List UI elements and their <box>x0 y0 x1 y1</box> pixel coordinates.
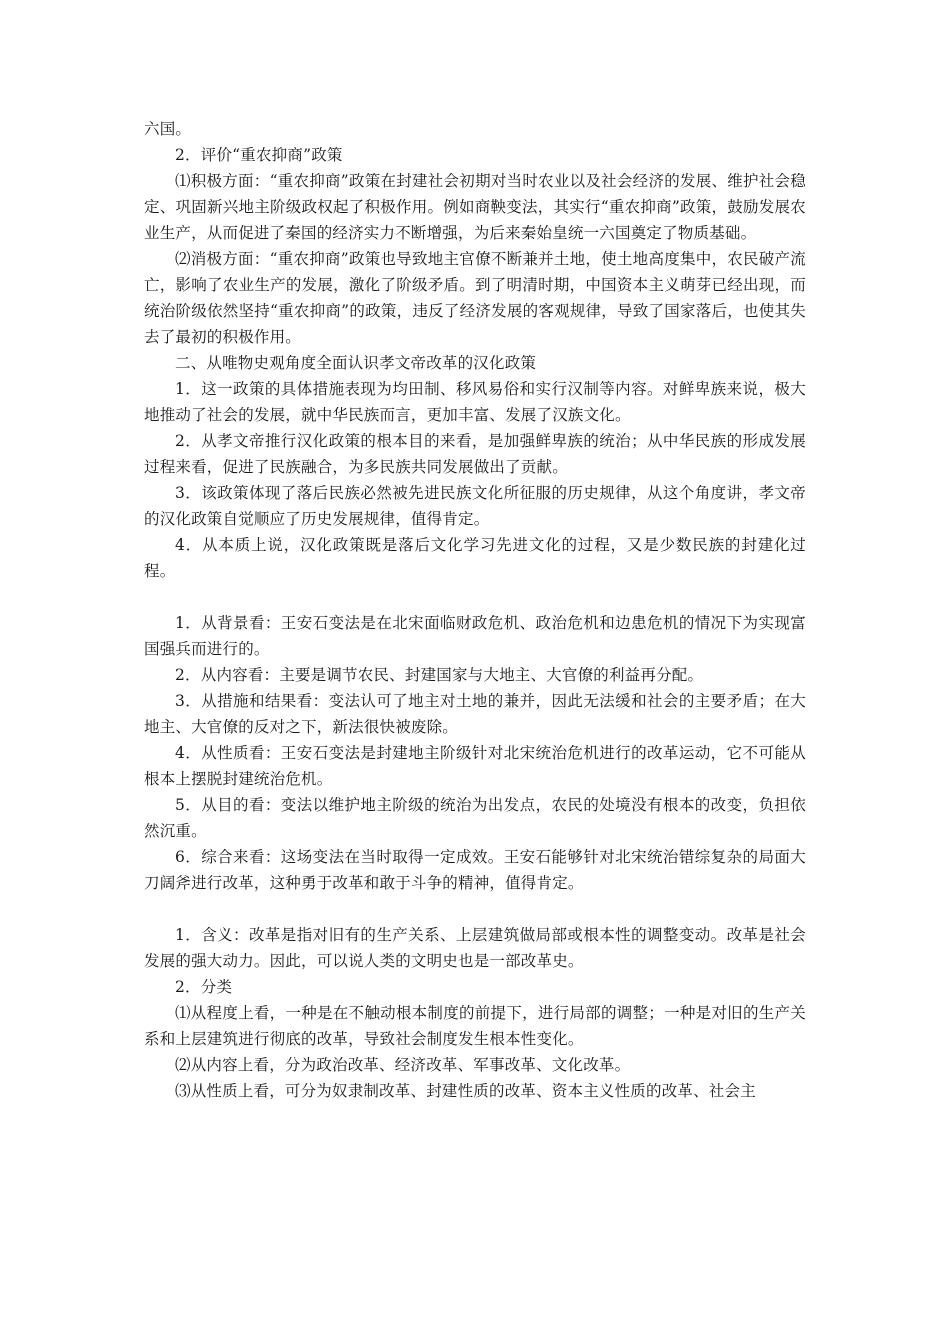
section-gap <box>144 584 806 610</box>
paragraph: 1．这一政策的具体措施表现为均田制、移风易俗和实行汉制等内容。对鲜卑族来说，极大地推动了社会的发展，就中华民族而言，更加丰富、发展了汉族文化。 <box>144 380 806 424</box>
paragraph: 2．从孝文帝推行汉化政策的根本目的来看，是加强鲜卑族的统治；从中华民族的形成发展过程来看，促进了民族融合，为多民族共同发展做出了贡献。 <box>144 432 806 476</box>
paragraph: ⑴从程度上看，一种是在不触动根本制度的前提下，进行局部的调整；一种是对旧的生产关系和上层建筑进行彻底的改革，导致社会制度发生根本性变化。 <box>144 1004 806 1048</box>
paragraph: 3．该政策体现了落后民族必然被先进民族文化所征服的历史规律，从这个角度讲，孝文帝的汉化政策自觉顺应了历史发展规律，值得肯定。 <box>144 484 806 528</box>
paragraph: 3．从措施和结果看：变法认可了地主对土地的兼并，因此无法缓和社会的主要矛盾；在大地主、大官僚的反对之下，新法很快被废除。 <box>144 692 806 736</box>
paragraph: ⑵从内容上看，分为政治改革、经济改革、军事改革、文化改革。 <box>175 1056 631 1074</box>
paragraph: ⑶从性质上看，可分为奴隶制改革、封建性质的改革、资本主义性质的改革、社会主 <box>175 1082 756 1100</box>
paragraph: 2．分类 <box>175 978 233 996</box>
paragraph: 2．从内容看：主要是调节农民、封建国家与大地主、大官僚的利益再分配。 <box>175 666 704 684</box>
paragraph: ⑵消极方面：“重农抑商”政策也导致地主官僚不断兼并土地，使土地高度集中，农民破产流亡，影响了农业生产的发展，激化了阶级矛盾。到了明清时期，中国资本主义萌芽已经出现，而统治阶级依然坚持“重农抑商”的政策，违反了经济发展的客观规律，导致了国家落后，也使其失去了最初的积极作用。 <box>144 250 806 346</box>
document-body <box>144 116 806 1104</box>
section-gap <box>144 896 806 922</box>
paragraph: 二、从唯物史观角度全面认识孝文帝改革的汉化政策 <box>175 354 537 372</box>
paragraph: 4．从本质上说，汉化政策既是落后文化学习先进文化的过程，又是少数民族的封建化过程。 <box>144 536 806 580</box>
paragraph: 5．从目的看：变法以维护地主阶级的统治为出发点，农民的处境没有根本的改变，负担依然沉重。 <box>144 796 806 840</box>
paragraph: ⑴积极方面：“重农抑商”政策在封建社会初期对当时农业以及社会经济的发展、维护社会稳定、巩固新兴地主阶级政权起了积极作用。例如商鞅变法，其实行“重农抑商”政策，鼓励发展农业生产，从而促进了秦国的经济实力不断增强，为后来秦始皇统一六国奠定了物质基础。 <box>144 172 806 242</box>
paragraph: 1．从背景看：王安石变法是在北宋面临财政危机、政治危机和边患危机的情况下为实现富国强兵而进行的。 <box>144 614 806 658</box>
paragraph: 1．含义：改革是指对旧有的生产关系、上层建筑做局部或根本性的调整变动。改革是社会发展的强大动力。因此，可以说人类的文明史也是一部改革史。 <box>144 926 806 970</box>
paragraph: 4．从性质看：王安石变法是封建地主阶级针对北宋统治危机进行的改革运动，它不可能从根本上摆脱封建统治危机。 <box>144 744 806 788</box>
paragraph: 6．综合来看：这场变法在当时取得一定成效。王安石能够针对北宋统治错综复杂的局面大刀阔斧进行改革，这种勇于改革和敢于斗争的精神，值得肯定。 <box>144 848 806 892</box>
paragraph: 六国。 <box>144 120 192 138</box>
paragraph: 2．评价“重农抑商”政策 <box>175 146 343 164</box>
